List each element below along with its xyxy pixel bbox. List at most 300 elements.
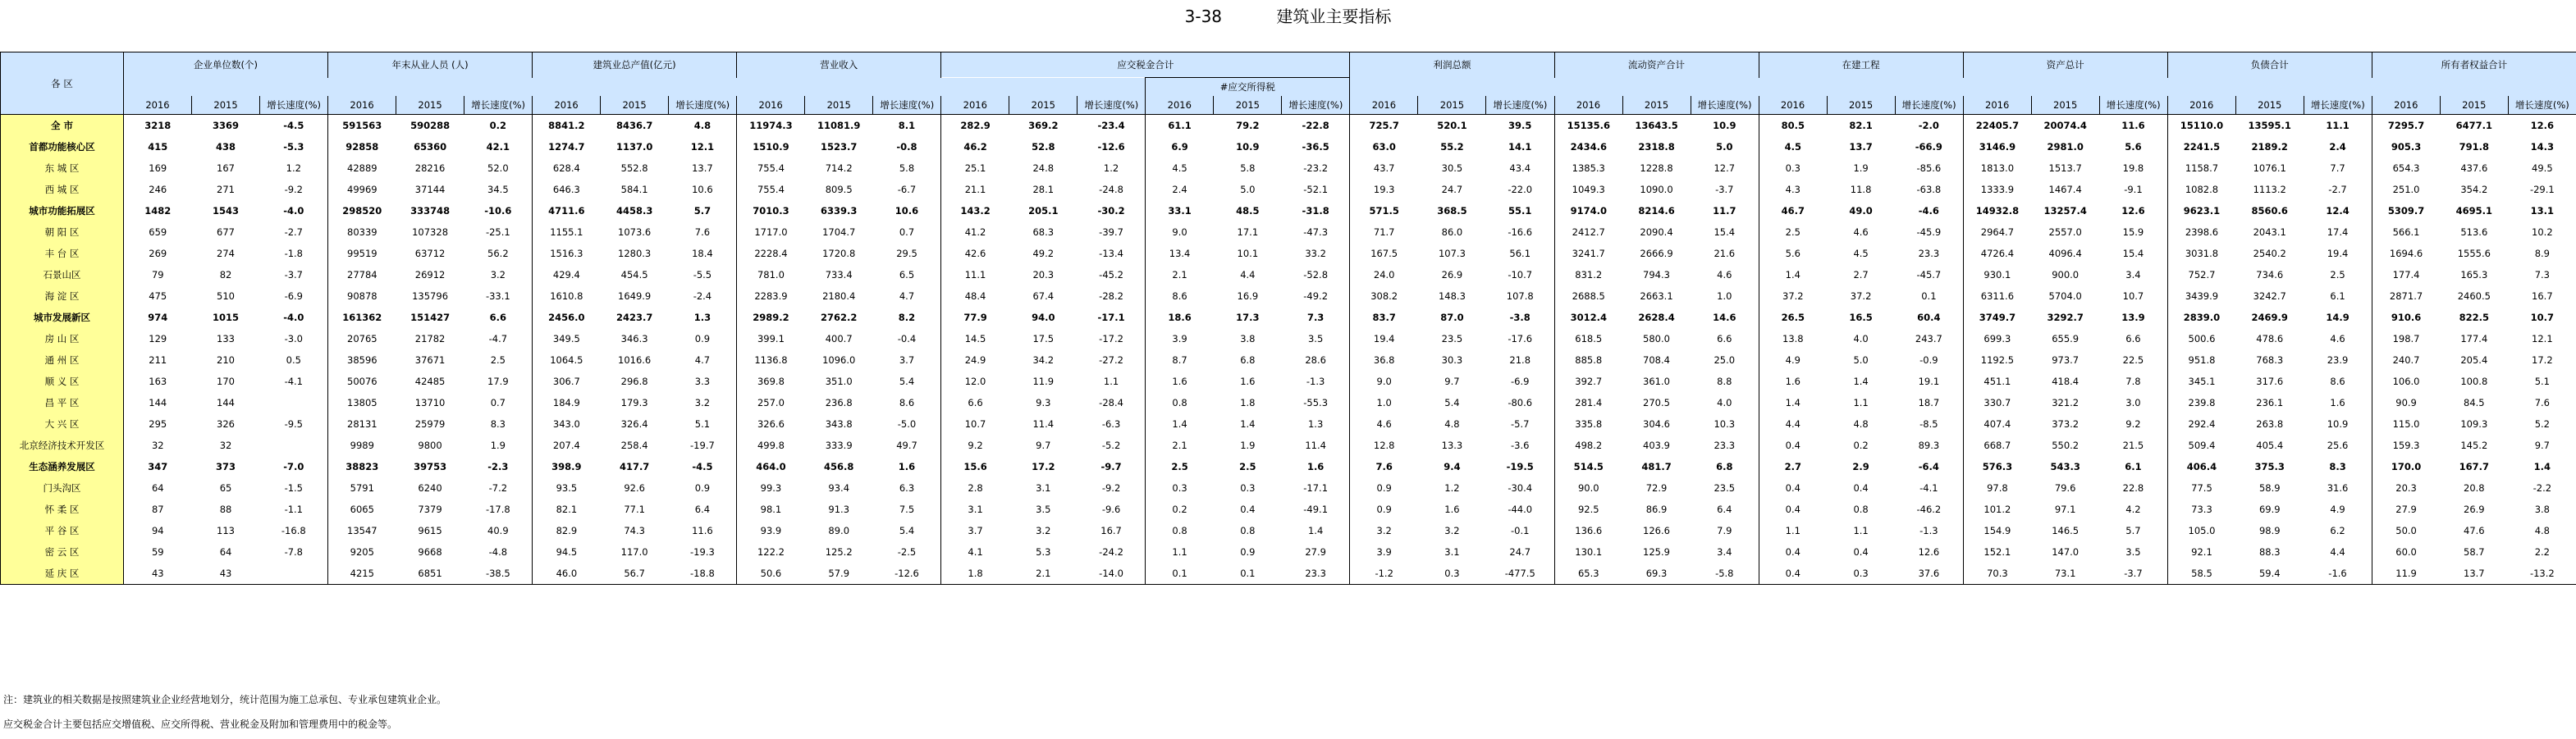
table-cell: 251.0: [2372, 179, 2440, 200]
table-cell: 1.6: [1146, 371, 1214, 392]
group-header: 流动资产合计: [1554, 52, 1759, 78]
col-2015-header: 2015: [2440, 96, 2508, 115]
table-cell: 77.9: [941, 307, 1009, 328]
table-cell: 4215: [328, 563, 396, 585]
table-cell: 19.8: [2122, 162, 2144, 174]
table-cell: 82.9: [533, 520, 601, 541]
table-cell: 4.8: [1444, 418, 1460, 430]
table-cell: 0.7: [899, 226, 915, 238]
col-2016-header: 2016: [2372, 96, 2440, 115]
region-name: 通 州 区: [1, 349, 124, 371]
table-cell: 3.7: [899, 354, 915, 366]
table-cell: 677: [217, 226, 235, 238]
table-cell: -24.2: [1099, 546, 1123, 558]
table-cell: 973.7: [2052, 354, 2080, 366]
table-cell: -52.1: [1303, 184, 1329, 195]
table-cell: 478.6: [2256, 333, 2284, 344]
table-cell: 6.8: [1716, 461, 1733, 472]
table-cell: 69.3: [1622, 563, 1691, 585]
table-cell: 23.3: [1714, 440, 1736, 451]
table-cell: 13.3: [1441, 440, 1463, 451]
table-cell: 117.0: [620, 546, 648, 558]
table-cell: 17.5: [1032, 333, 1055, 344]
table-cell: 13.1: [2530, 205, 2555, 217]
table-cell: 130.1: [1554, 541, 1622, 563]
table-cell: 429.4: [533, 264, 601, 285]
table-cell: 48.5: [1236, 205, 1260, 217]
table-cell: 475: [149, 290, 167, 302]
table-cell: 93.5: [533, 477, 601, 499]
table-cell: 646.3: [533, 179, 601, 200]
table-cell: 10.2: [2532, 226, 2553, 238]
table-cell: 107328: [412, 226, 449, 238]
table-cell: 170: [217, 376, 235, 387]
table-cell: 37144: [414, 184, 446, 195]
table-cell: 0.3: [1827, 563, 1895, 585]
table-cell: 418.4: [2052, 376, 2080, 387]
col-2015-header: 2015: [805, 96, 873, 115]
table-cell: 9.3: [1036, 397, 1051, 408]
table-cell: -4.0: [283, 205, 304, 217]
table-cell: 3146.9: [1963, 136, 2031, 157]
table-cell: 3.1: [1444, 546, 1460, 558]
table-cell: -6.4: [1918, 461, 1939, 472]
table-cell: -45.9: [1916, 226, 1942, 238]
table-cell: 1082.8: [2167, 179, 2235, 200]
table-cell: -49.2: [1303, 290, 1329, 302]
table-cell: 0.1: [1921, 290, 1937, 302]
table-cell: 9989: [328, 435, 396, 456]
table-cell: 257.0: [737, 392, 805, 413]
table-cell: 6065: [328, 499, 396, 520]
table-cell: 2.5: [1239, 461, 1256, 472]
table-cell: -477.5: [1486, 563, 1554, 585]
group-header: 所有者权益合计: [2372, 52, 2576, 78]
table-cell: 326.4: [620, 418, 648, 430]
table-cell: 49969: [328, 179, 396, 200]
table-cell: 1192.5: [1963, 349, 2031, 371]
table-cell: 29.5: [896, 248, 917, 259]
table-cell: 82.1: [1849, 120, 1873, 131]
table-cell: 1.6: [2330, 397, 2345, 408]
region-name: 平 谷 区: [1, 520, 124, 541]
table-cell: 5.7: [693, 205, 711, 217]
table-cell: 520.1: [1437, 120, 1467, 131]
table-cell: 9615: [418, 525, 442, 536]
table-row: [1, 264, 2576, 285]
table-cell: 179.3: [620, 397, 648, 408]
table-cell: 4.0: [1853, 333, 1869, 344]
table-title: [0, 3, 2576, 27]
table-cell: 4.5: [1146, 157, 1214, 179]
table-cell: 734.6: [2256, 269, 2284, 281]
table-cell: 3.5: [1036, 504, 1051, 515]
table-cell: 4711.6: [533, 200, 601, 221]
table-cell: 93.4: [828, 482, 850, 494]
table-cell: 514.5: [1554, 456, 1622, 477]
table-cell: 3.2: [1444, 525, 1460, 536]
table-cell: 618.5: [1554, 328, 1622, 349]
table-cell: 146.5: [2052, 525, 2080, 536]
table-cell: 22.5: [2122, 354, 2144, 366]
table-cell: 2.1: [1146, 264, 1214, 285]
table-cell: 23.3: [1918, 248, 1940, 259]
table-cell: 3.2: [1350, 520, 1418, 541]
table-cell: 37.6: [1895, 563, 1963, 585]
table-cell: 354.2: [2460, 184, 2488, 195]
table-cell: 16.7: [2532, 290, 2553, 302]
table-cell: 335.8: [1554, 413, 1622, 435]
table-cell: 910.6: [2372, 307, 2440, 328]
table-cell: 831.2: [1554, 264, 1622, 285]
table-cell: 349.5: [533, 328, 601, 349]
table-cell: 2964.7: [1963, 221, 2031, 243]
table-cell: 16.7: [1100, 525, 1122, 536]
table-cell: 58.7: [2464, 546, 2485, 558]
table-cell: 65.3: [1554, 563, 1622, 585]
table-cell: 659: [149, 226, 167, 238]
col-2015-header: 2015: [1418, 96, 1486, 115]
table-cell: -7.0: [283, 461, 304, 472]
table-cell: -30.4: [1508, 482, 1533, 494]
table-cell: 42.6: [941, 243, 1009, 264]
table-cell: -14.0: [1078, 563, 1146, 585]
table-cell: 7.5: [899, 504, 915, 515]
table-cell: 8560.6: [2251, 205, 2288, 217]
table-cell: 94: [151, 525, 164, 536]
table-cell: 21.5: [2122, 440, 2144, 451]
table-cell: 98.1: [737, 499, 805, 520]
table-cell: 65360: [414, 141, 447, 153]
table-cell: 2460.5: [2457, 290, 2491, 302]
table-cell: 26.9: [2464, 504, 2485, 515]
table-row: [1, 541, 2576, 563]
table-cell: 333.9: [825, 440, 853, 451]
region-name: 延 庆 区: [1, 563, 124, 585]
table-cell: 8841.2: [533, 115, 601, 137]
col-growth-header: 增长速度(%): [2508, 96, 2576, 115]
table-cell: 37.2: [1759, 285, 1827, 307]
table-cell: 405.4: [2256, 440, 2284, 451]
table-cell: -25.1: [485, 226, 510, 238]
table-cell: 10.9: [1713, 120, 1736, 131]
table-cell: 343.8: [825, 418, 853, 430]
table-cell: 72.9: [1645, 482, 1668, 494]
table-cell: 1.1: [1103, 376, 1119, 387]
table-cell: 177.4: [2460, 333, 2488, 344]
table-cell: -4.7: [488, 333, 508, 344]
table-cell: 23.3: [1282, 563, 1350, 585]
table-cell: 1.2: [1103, 162, 1119, 174]
table-cell: 14.3: [2530, 141, 2555, 153]
table-cell: 9174.0: [1554, 200, 1622, 221]
table-cell: 2.7: [1853, 269, 1869, 281]
table-cell: 298520: [328, 200, 396, 221]
table-cell: 464.0: [737, 456, 805, 477]
table-cell: 167.7: [2459, 461, 2490, 472]
table-cell: 4.6: [1350, 413, 1418, 435]
table-cell: 1.3: [693, 312, 711, 323]
table-cell: -17.6: [1508, 333, 1533, 344]
col-2016-header: 2016: [737, 96, 805, 115]
group-header: 建筑业总产值(亿元): [533, 52, 737, 78]
table-row: [1, 456, 2576, 477]
table-cell: 9.7: [1444, 376, 1460, 387]
table-cell: -5.5: [693, 269, 712, 281]
table-cell: 1.3: [1307, 418, 1324, 430]
table-cell: -4.5: [283, 120, 304, 131]
table-cell: 1.9: [1240, 440, 1256, 451]
table-cell: 0.3: [1146, 477, 1214, 499]
table-cell: 822.5: [2459, 312, 2490, 323]
table-cell: 2090.4: [1640, 226, 1673, 238]
table-cell: 105.0: [2167, 520, 2235, 541]
table-cell: -6.9: [284, 290, 304, 302]
table-cell: 100.8: [2460, 376, 2488, 387]
col-2015-header: 2015: [1009, 96, 1078, 115]
table-cell: 347: [148, 461, 168, 472]
table-number: 3-38: [1184, 7, 1223, 26]
table-cell: 161362: [328, 307, 396, 328]
table-cell: [260, 435, 328, 456]
table-cell: 5.6: [2125, 141, 2142, 153]
table-cell: 1513.7: [2048, 162, 2082, 174]
table-cell: 7.3: [2534, 269, 2550, 281]
table-cell: 5.7: [2125, 525, 2141, 536]
table-cell: 7.6: [1350, 456, 1418, 477]
table-cell: 10.9: [1236, 141, 1260, 153]
table-title-text: 建筑业主要指标: [1276, 7, 1392, 26]
table-cell: 2989.2: [737, 307, 805, 328]
table-cell: 89.0: [828, 525, 850, 536]
table-cell: 10.7: [2530, 312, 2555, 323]
table-cell: -9.1: [2124, 184, 2143, 195]
table-cell: -5.0: [897, 418, 917, 430]
table-cell: 6.3: [899, 482, 915, 494]
table-cell: 92.6: [624, 482, 645, 494]
table-cell: 5.1: [694, 418, 711, 430]
table-cell: 18.6: [1146, 307, 1214, 328]
table-cell: 794.3: [1643, 269, 1670, 281]
table-cell: 21782: [414, 333, 446, 344]
table-cell: 80339: [328, 221, 396, 243]
table-cell: 69.9: [2258, 504, 2281, 515]
table-cell: 752.7: [2167, 264, 2235, 285]
table-cell: 3.9: [1350, 541, 1418, 563]
table-cell: 207.4: [533, 435, 601, 456]
table-cell: 0.9: [1350, 477, 1418, 499]
table-cell: -9.5: [284, 418, 304, 430]
table-cell: 7.8: [2125, 376, 2141, 387]
table-cell: 7.7: [2330, 162, 2345, 174]
table-cell: 668.7: [1963, 435, 2031, 456]
table-cell: 1.6: [898, 461, 916, 472]
table-cell: 93.9: [737, 520, 805, 541]
table-cell: -5.3: [283, 141, 304, 153]
table-cell: 126.6: [1643, 525, 1670, 536]
table-cell: 8436.7: [615, 120, 653, 131]
table-cell: 3218: [144, 120, 172, 131]
table-cell: 905.3: [2372, 136, 2440, 157]
table-cell: 4.7: [899, 290, 915, 302]
region-name: 西 城 区: [1, 179, 124, 200]
table-cell: 900.0: [2052, 269, 2080, 281]
table-cell: 170.0: [2372, 456, 2440, 477]
table-cell: 1.8: [1240, 397, 1256, 408]
table-cell: 92858: [328, 136, 396, 157]
table-cell: 4.4: [2330, 546, 2345, 558]
table-cell: 0.4: [1240, 504, 1256, 515]
table-cell: 7010.3: [737, 200, 805, 221]
table-cell: -1.6: [2304, 563, 2372, 585]
table-cell: 115.0: [2372, 413, 2440, 435]
table-cell: 0.8: [1146, 520, 1214, 541]
table-cell: 0.4: [1759, 435, 1827, 456]
table-cell: -2.7: [284, 226, 304, 238]
table-cell: 5.4: [899, 376, 915, 387]
table-cell: 768.3: [2256, 354, 2284, 366]
table-cell: 1.6: [1306, 461, 1325, 472]
table-cell: 3.5: [2125, 546, 2141, 558]
table-cell: 27784: [328, 264, 396, 285]
table-cell: 0.4: [1853, 482, 1869, 494]
table-cell: 3.2: [694, 397, 711, 408]
table-cell: 9205: [328, 541, 396, 563]
table-cell: 2.4: [1146, 179, 1214, 200]
table-cell: 10.9: [2327, 418, 2349, 430]
table-cell: 4.9: [2330, 504, 2345, 515]
table-cell: 513.6: [2460, 226, 2488, 238]
table-cell: 17.9: [487, 376, 509, 387]
table-cell: -9.2: [284, 184, 304, 195]
table-cell: 99.3: [737, 477, 805, 499]
table-cell: 211: [149, 354, 167, 366]
table-cell: 576.3: [1963, 456, 2031, 477]
table-cell: 129: [149, 333, 167, 344]
table-cell: 7379: [418, 504, 442, 515]
table-cell: 79.2: [1236, 120, 1260, 131]
table-cell: 11.1: [2326, 120, 2350, 131]
table-cell: 32: [219, 440, 232, 451]
table-cell: 4.4: [1759, 413, 1827, 435]
table-cell: 12.1: [690, 141, 715, 153]
table-cell: 20765: [328, 328, 396, 349]
table-cell: 23.5: [1441, 333, 1463, 344]
table-cell: 184.9: [533, 392, 601, 413]
table-cell: 343.0: [533, 413, 601, 435]
table-cell: 26912: [414, 269, 446, 281]
table-cell: 243.7: [1915, 333, 1942, 344]
table-cell: 399.1: [737, 328, 805, 349]
table-cell: 46.0: [533, 563, 601, 585]
table-cell: 398.9: [533, 456, 601, 477]
region-name: 丰 台 区: [1, 243, 124, 264]
table-cell: 30.3: [1441, 354, 1463, 366]
table-cell: 11.8: [1850, 184, 1872, 195]
table-cell: 7.9: [1717, 525, 1732, 536]
table-cell: 56.1: [1509, 248, 1531, 259]
table-cell: 55.2: [1440, 141, 1464, 153]
table-cell: 17.1: [1237, 226, 1259, 238]
table-cell: 1.2: [286, 162, 301, 174]
table-cell: 0.2: [489, 120, 507, 131]
region-name: 城市发展新区: [1, 307, 124, 328]
table-cell: 11974.3: [737, 115, 805, 137]
table-cell: -8.5: [1919, 418, 1938, 430]
table-cell: -66.9: [1915, 141, 1942, 153]
table-cell: 543.3: [2050, 461, 2080, 472]
table-cell: -2.2: [2533, 482, 2552, 494]
table-cell: 4.4: [1240, 269, 1256, 281]
table-cell: 107.3: [1438, 248, 1466, 259]
table-cell: 755.4: [737, 157, 805, 179]
table-cell: 1704.7: [822, 226, 856, 238]
table-cell: 1.2: [1444, 482, 1460, 494]
table-cell: 2228.4: [737, 243, 805, 264]
table-cell: -39.7: [1099, 226, 1123, 238]
table-cell: 1096.0: [822, 354, 856, 366]
table-cell: 2663.1: [1640, 290, 1673, 302]
table-cell: 2557.0: [2048, 226, 2082, 238]
table-cell: 71.7: [1350, 221, 1418, 243]
table-cell: 12.6: [2121, 205, 2145, 217]
table-cell: 86.0: [1441, 226, 1463, 238]
table-cell: 6851: [396, 563, 464, 585]
table-cell: 699.3: [1963, 328, 2031, 349]
col-2015-header: 2015: [2235, 96, 2304, 115]
table-cell: 2.5: [2330, 269, 2345, 281]
table-cell: 733.4: [825, 269, 853, 281]
table-cell: 1.6: [1444, 504, 1460, 515]
table-cell: 2412.7: [1554, 221, 1622, 243]
table-cell: 23.9: [2327, 354, 2349, 366]
table-cell: 101.2: [1963, 499, 2031, 520]
table-cell: 317.6: [2256, 376, 2284, 387]
table-cell: 454.5: [620, 269, 648, 281]
table-cell: 27.9: [2372, 499, 2440, 520]
table-cell: 34.2: [1032, 354, 1055, 366]
table-cell: 11.6: [2121, 120, 2145, 131]
table-cell: -5.2: [1101, 440, 1121, 451]
table-cell: 368.5: [1437, 205, 1467, 217]
table-cell: 1555.6: [2457, 248, 2491, 259]
table-row: [1, 243, 2576, 264]
table-cell: 49.2: [1032, 248, 1055, 259]
col-2015-header: 2015: [192, 96, 260, 115]
table-cell: 330.7: [1963, 392, 2031, 413]
table-cell: -47.3: [1303, 226, 1329, 238]
col-2015-header: 2015: [396, 96, 464, 115]
table-cell: 87.0: [1440, 312, 1464, 323]
table-cell: 1049.3: [1554, 179, 1622, 200]
table-cell: 14.1: [1508, 141, 1532, 153]
table-cell: -17.1: [1303, 482, 1329, 494]
table-cell: 282.9: [941, 115, 1009, 137]
table-cell: 2.4: [2329, 141, 2346, 153]
table-cell: 9800: [418, 440, 442, 451]
table-cell: 239.8: [2167, 392, 2235, 413]
table-cell: 571.5: [1350, 200, 1418, 221]
table-cell: -3.7: [2099, 563, 2167, 585]
col-2016-header: 2016: [533, 96, 601, 115]
table-cell: 498.2: [1554, 435, 1622, 456]
table-cell: 3749.7: [1963, 307, 2031, 328]
table-cell: 5.4: [1444, 397, 1460, 408]
region-name: 房 山 区: [1, 328, 124, 349]
table-cell: 306.7: [533, 371, 601, 392]
table-cell: 88: [219, 504, 232, 515]
table-cell: 6.4: [1717, 504, 1732, 515]
